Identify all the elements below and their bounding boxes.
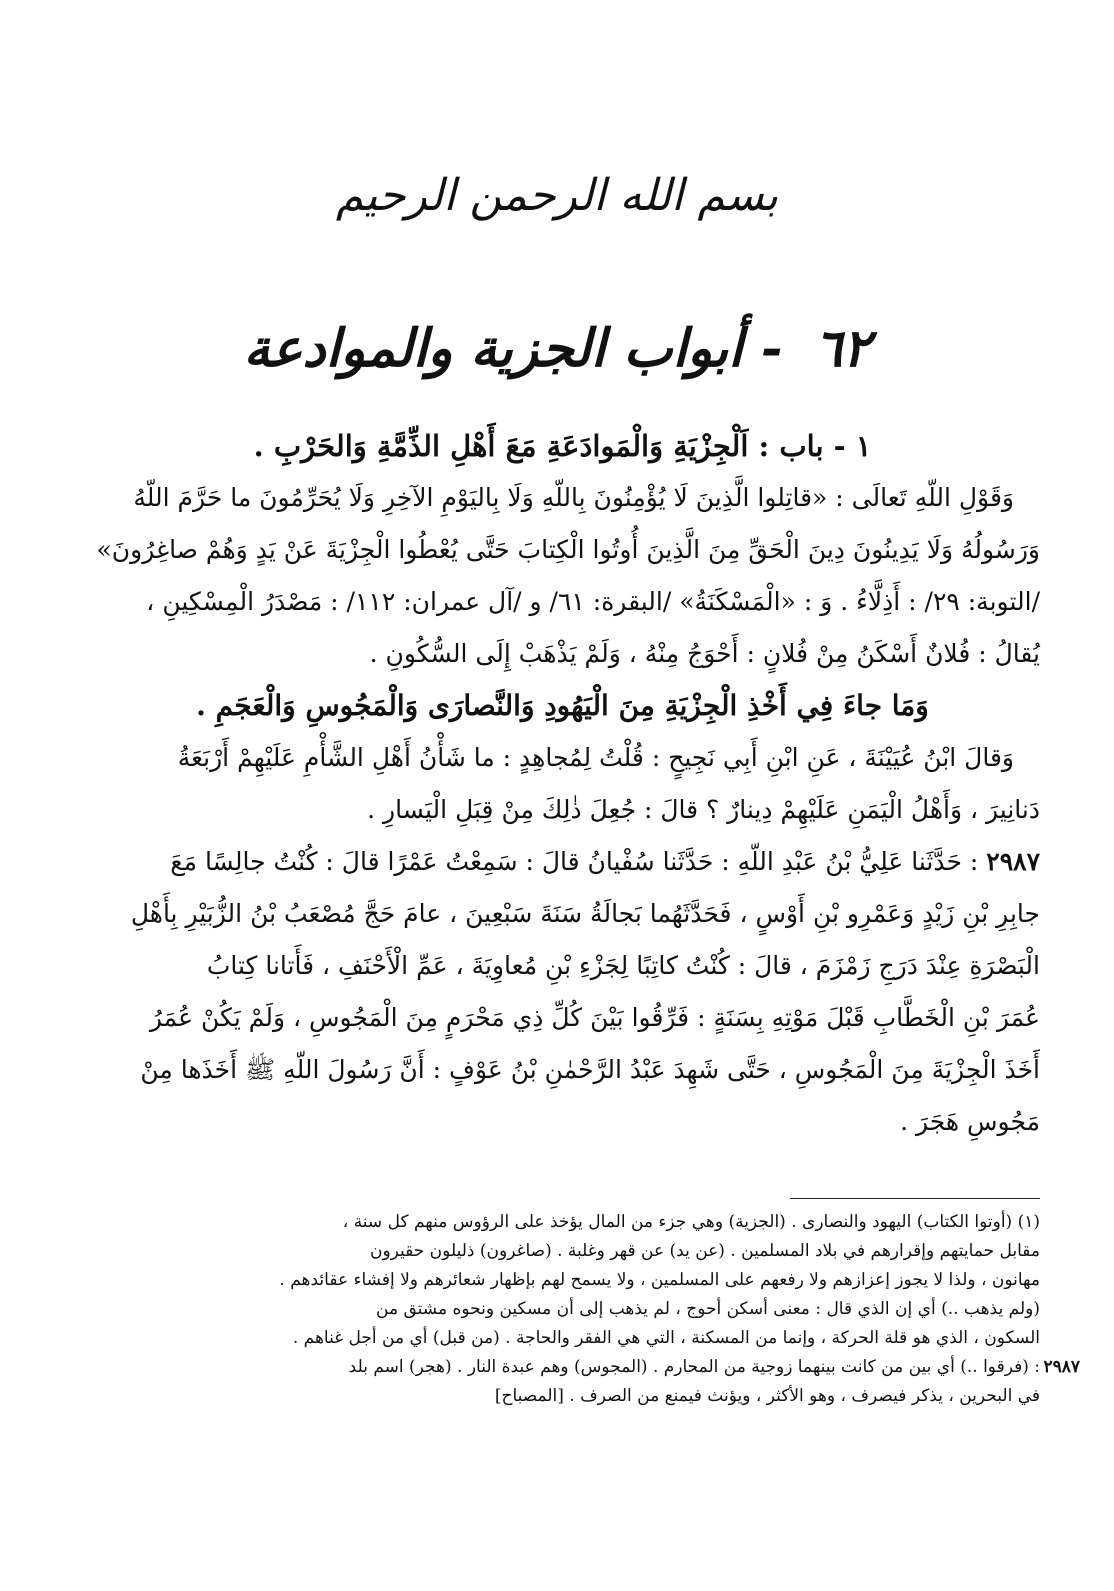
basmala-calligraphy: بسم الله الرحمن الرحيم <box>335 170 779 221</box>
footnote-line: (١) (أوتوا الكتاب) اليهود والنصارى . (الجزية) وهي جزء من المال يؤخذ على الرؤوس منهم كل سنة ، <box>342 1212 1040 1232</box>
hadith-line: الْبَصْرَةِ عِنْدَ دَرَجِ زَمْزَمَ ، قالَ : كُنْتُ كاتِبًا لِجَزْءِ بْنِ مُعاوِيَةَ ، عَمِّ الْأَحْنَفِ ، فَأَتانا كِتابُ <box>206 951 1040 980</box>
intro-line: وَقَوْلِ اللّهِ تَعالَى : «قاتِلوا الَّذِينَ لَا يُؤْمِنُونَ بِاللّهِ وَلَا بِاليَوْمِ الآخِرِ وَلَا يُحَرِّمُونَ ما حَرَّمَ اللّهُ <box>133 483 1014 512</box>
hadith-line: جابِرِ بْنِ زَيْدٍ وَعَمْرِو بْنِ أَوْسٍ ، فَحَدَّثَهُما بَجالَةُ سَنَةَ سَبْعِينَ ، عامَ حَجَّ مُصْعَبُ بْنُ الزُّبَيْرِ بِأَهْلِ <box>130 899 1040 928</box>
chapter-dash: - <box>760 318 783 379</box>
athar-line: دَنانِيرَ ، وَأَهْلُ الْيَمَنِ عَلَيْهِمْ دِينارٌ ؟ قالَ : جُعِلَ ذٰلِكَ مِنْ قِبَلِ الْيَسارِ . <box>367 795 1040 824</box>
intro-line: يُقالُ : فُلانٌ أَسْكَنُ مِنْ فُلانٍ : أَحْوَجُ مِنْهُ ، وَلَمْ يَذْهَبْ إِلَى السُّكُونِ . <box>369 639 1040 668</box>
chapter-title: أبواب الجزية والموادعة <box>243 318 743 379</box>
hadith-footnote-line: في البحرين ، يذكر فيصرف ، وهو الأكثر ، ويؤنث فيمنع من الصرف . [المصباح] <box>494 1386 1040 1406</box>
hadith-footnote-first-line <box>85 1353 1080 1382</box>
chapter-heading <box>0 318 1114 379</box>
footnote-line: مهانون ، ولذا لا يجوز إعزازهم ولا رفعهم على المسلمين ، ولا يسمح لهم بإظهار شعائرهم ولا إفشاء عقائدهم . <box>279 1270 1040 1290</box>
hadith-number: ٢٩٨٧ <box>986 847 1040 876</box>
footnote-line: مقابل حمايتهم وإقرارهم في بلاد المسلمين . (عن يد) عن قهر وغلبة . (صاغرون) ذليلون حقيرون <box>369 1241 1040 1261</box>
footnote-line: السكون ، الذي هو قلة الحركة ، وإنما من المسكنة ، التي هي الفقر والحاجة . (من قبل) أي من أجل غناهم . <box>292 1328 1040 1348</box>
intro-line: /التوبة: ٢٩/ : أَذِلَّاءُ . وَ : «الْمَسْكَنَةُ» /البقرة: ٦١/ و /آل عمران: ١١٢/ : مَصْدَرُ الْمِسْكِينِ ، <box>146 587 1040 616</box>
hadith-line: أَخَذَ الْجِزْيَةَ مِنَ الْمَجُوسِ ، حَتَّى شَهِدَ عَبْدُ الرَّحْمٰنِ بْنُ عَوْفٍ : أَنَّ رَسُولَ اللّهِ ﷺ أَخَذَها مِنْ <box>140 1055 1040 1084</box>
footnote-divider <box>790 1198 1040 1199</box>
footnote-line: (ولم يذهب ..) أي إن الذي قال : معنى أسكن أحوج ، لم يذهب إلى أن مسكين ونحوه مشتق من <box>376 1299 1040 1319</box>
hadith-line: عُمَرَ بْنِ الْخَطَّابِ قَبْلَ مَوْتِهِ بِسَنَةٍ : فَرِّقُوا بَيْنَ كُلِّ ذِي مَحْرَمٍ مِنَ الْمَجُوسِ ، وَلَمْ يَكُنْ عُمَرُ <box>149 1003 1040 1032</box>
hadith-footnote-number: ٢٩٨٧ <box>1043 1357 1080 1377</box>
hadith-first-line <box>85 836 1040 888</box>
hadith-line: مَجُوسِ هَجَرَ . <box>900 1107 1040 1136</box>
hadith-footnote-line: : (فرقوا ..) أي بين من كانت بينهما زوجية من المحارم . (المجوس) وهم عبدة النار . (هجر) اسم بلد <box>348 1357 1040 1377</box>
intro-line: وَرَسُولُهُ وَلَا يَدِينُونَ دِينَ الْحَقِّ مِنَ الَّذِينَ أُوتُوا الْكِتابَ حَتَّى يُعْطُوا الْجِزْيَةَ عَنْ يَدٍ وَهُمْ صاغِرُونَ» <box>96 535 1040 564</box>
bab-heading: ١ - باب : اَلْجِزْيَةِ وَالْمَوادَعَةِ مَعَ أَهْلِ الذِّمَّةِ وَالحَرْبِ . <box>253 429 872 463</box>
athar-line: وَقالَ ابْنُ عُيَيْنَةَ ، عَنِ ابْنِ أَبِي نَجِيحٍ : قُلْتُ لِمُجاهِدٍ : ما شَأْنُ أَهْلِ الشَّأْمِ عَلَيْهِمْ أَرْبَعَةُ <box>177 743 1014 772</box>
hadith-line: : حَدَّثَنا عَلِيُّ بْنُ عَبْدِ اللّهِ : حَدَّثَنا سُفْيانُ قالَ : سَمِعْتُ عَمْرًا قالَ : كُنْتُ جالِسًا مَعَ <box>170 847 979 876</box>
subheading: وَمَا جاءَ فِي أَخْذِ الْجِزْيَةِ مِنَ الْيَهُودِ وَالنَّصارَى وَالْمَجُوسِ وَالْعَجَمِ . <box>196 689 929 722</box>
main-text <box>85 420 1040 1148</box>
chapter-number: ٦٢ <box>814 318 871 379</box>
footnotes <box>85 1208 1080 1411</box>
